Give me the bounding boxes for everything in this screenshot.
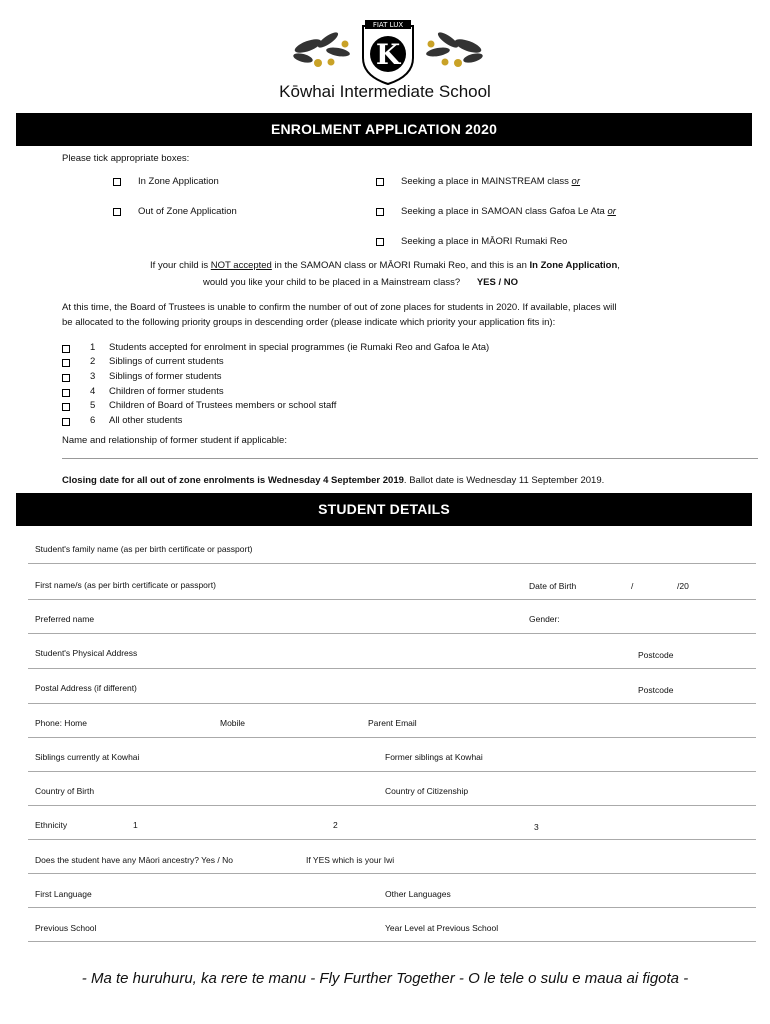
divider	[62, 458, 758, 459]
priority-checkbox[interactable]	[62, 418, 70, 426]
year-level-field[interactable]: Year Level at Previous School	[385, 923, 499, 933]
country-of-citizenship-field[interactable]: Country of Citizenship	[385, 786, 469, 796]
ethnicity-field[interactable]: Ethnicity	[35, 820, 68, 830]
form-title-banner: ENROLMENT APPLICATION 2020	[16, 113, 752, 146]
priority-checkbox[interactable]	[62, 389, 70, 397]
school-crest-logo	[283, 18, 493, 88]
ethnicity-2[interactable]: 2	[333, 820, 338, 830]
school-name: Kōwhai Intermediate School	[279, 82, 491, 101]
or-text: or	[607, 206, 616, 217]
priority-checkbox[interactable]	[62, 345, 70, 353]
priority-checkbox[interactable]	[62, 359, 70, 367]
first-language-field[interactable]: First Language	[35, 889, 92, 899]
postal-address-field[interactable]: Postal Address (if different)	[35, 683, 137, 693]
student-details-banner: STUDENT DETAILS	[16, 493, 752, 526]
closing-date-note: Closing date for all out of zone enrolments is Wednesday 4 September 2019. Ballot date is Wednesday 11 September 2019.	[62, 475, 605, 486]
yes-no-choice[interactable]: YES / NO	[476, 277, 518, 288]
not-accepted-note: If your child is NOT accepted in the SAMOAN class or MĀORI Rumaki Reo, and this is an In Zone Application,	[150, 260, 620, 271]
dob-separator: /	[631, 581, 634, 591]
svg-text:K: K	[375, 38, 401, 71]
date-of-birth-field[interactable]: Date of Birth	[529, 581, 577, 591]
former-student-field[interactable]: Name and relationship of former student if applicable:	[62, 435, 287, 446]
priority-intro-1: At this time, the Board of Trustees is unable to confirm the number of out of zone places for students in 2020. If available, places will	[62, 302, 617, 313]
physical-address-field[interactable]: Student's Physical Address	[35, 648, 138, 658]
maori-ancestry-field[interactable]: Does the student have any Māori ancestry? Yes / No	[35, 855, 233, 865]
priority-checkbox[interactable]	[62, 403, 70, 411]
family-name-field[interactable]: Student's family name (as per birth certificate or passport)	[35, 544, 253, 554]
postal-postcode-field[interactable]: Postcode	[638, 685, 674, 695]
previous-school-field[interactable]: Previous School	[35, 923, 97, 933]
ethnicity-3[interactable]: 3	[534, 822, 539, 832]
samoan-checkbox[interactable]	[376, 208, 384, 216]
or-text: or	[571, 176, 580, 187]
in-zone-checkbox[interactable]	[113, 178, 121, 186]
parent-email-field[interactable]: Parent Email	[368, 718, 417, 728]
postcode-field[interactable]: Postcode	[638, 650, 674, 660]
gender-field[interactable]: Gender:	[529, 614, 560, 624]
preferred-name-field[interactable]: Preferred name	[35, 614, 95, 624]
mainstream-question: would you like your child to be placed in a Mainstream class? YES / NO	[203, 277, 518, 288]
first-names-field[interactable]: First name/s (as per birth certificate or passport)	[35, 580, 216, 590]
mainstream-checkbox[interactable]	[376, 178, 384, 186]
other-languages-field[interactable]: Other Languages	[385, 889, 451, 899]
iwi-field[interactable]: If YES which is your Iwi	[306, 855, 395, 865]
maori-checkbox[interactable]	[376, 238, 384, 246]
out-zone-checkbox[interactable]	[113, 208, 121, 216]
ethnicity-1[interactable]: 1	[133, 820, 138, 830]
school-motto: - Ma te huruhuru, ka rere te manu - Fly Further Together - O le tele o sulu e maua ai figota -	[81, 970, 689, 987]
priority-intro-2: be allocated to the following priority groups in descending order (please indicate which priority your application fits in):	[62, 317, 556, 328]
dob-year-prefix: /20	[677, 581, 689, 591]
svg-text:FIAT LUX: FIAT LUX	[372, 21, 404, 29]
tick-instruction: Please tick appropriate boxes:	[62, 153, 190, 164]
mobile-field[interactable]: Mobile	[220, 718, 246, 728]
former-siblings-field[interactable]: Former siblings at Kowhai	[385, 752, 483, 762]
country-of-birth-field[interactable]: Country of Birth	[35, 786, 95, 796]
home-phone-field[interactable]: Phone: Home	[35, 718, 87, 728]
siblings-field[interactable]: Siblings currently at Kowhai	[35, 752, 140, 762]
priority-checkbox[interactable]	[62, 374, 70, 382]
